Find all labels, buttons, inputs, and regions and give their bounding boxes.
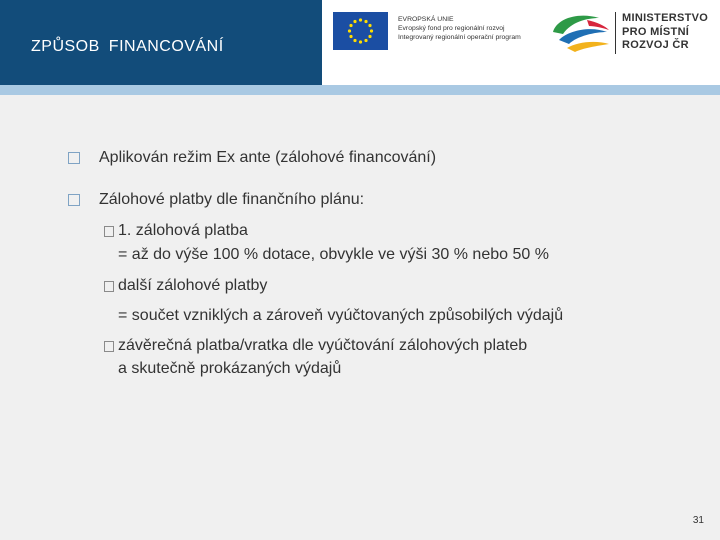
slide-title-word-2: FINANCOVÁNÍ — [108, 38, 224, 55]
bullet-square-icon — [68, 194, 80, 206]
eu-logo-line-3: Integrovaný regionální operační program — [398, 34, 521, 41]
bullet-square-icon — [68, 152, 80, 164]
eu-logo-line-1: EVROPSKÁ UNIE — [398, 16, 454, 23]
sub-bullet-3-line-1: závěrečná platba/vratka dle vyúčtování zálohových plateb — [118, 337, 528, 354]
ministry-logo-text — [622, 12, 708, 53]
sub-bullet-1-line-1: 1. zálohová platba — [118, 222, 248, 239]
eu-logo-line-2: Evropský fond pro regionální rozvoj — [398, 25, 505, 32]
ministry-logo-icon — [547, 10, 613, 54]
slide-title-word-1: ZPŮSOB — [31, 38, 100, 55]
header-accent-bar — [0, 85, 720, 95]
sub-bullet-square-icon — [104, 226, 114, 237]
page-number: 31 — [692, 515, 704, 526]
ministry-logo-line-1: MINISTERSTVO — [622, 12, 709, 24]
sub-bullet-2-line-2: = součet vzniklých a zároveň vyúčtovaných způsobilých výdajů — [118, 307, 564, 324]
sub-bullet-3-line-2: a skutečně prokázaných výdajů — [118, 360, 342, 377]
sub-bullet-2-line-1: další zálohové platby — [118, 277, 268, 294]
bullet-1-text: Aplikován režim Ex ante (zálohové financování) — [99, 149, 437, 166]
ministry-logo-line-2: PRO MÍSTNÍ — [622, 25, 690, 38]
slide-title — [31, 38, 224, 56]
bullet-2-text: Zálohové platby dle finančního plánu: — [99, 191, 365, 208]
ministry-logo-line-3: ROZVOJ ČR — [622, 39, 689, 51]
sub-bullet-1-line-2: = až do výše 100 % dotace, obvykle ve výši 30 % nebo 50 % — [118, 246, 549, 263]
ministry-logo-divider — [615, 12, 616, 54]
sub-bullet-square-icon — [104, 341, 114, 352]
eu-flag-icon — [333, 12, 388, 50]
header-bar — [0, 0, 720, 85]
eu-logo-text — [398, 15, 538, 42]
sub-bullet-square-icon — [104, 281, 114, 292]
title-block — [0, 0, 322, 85]
